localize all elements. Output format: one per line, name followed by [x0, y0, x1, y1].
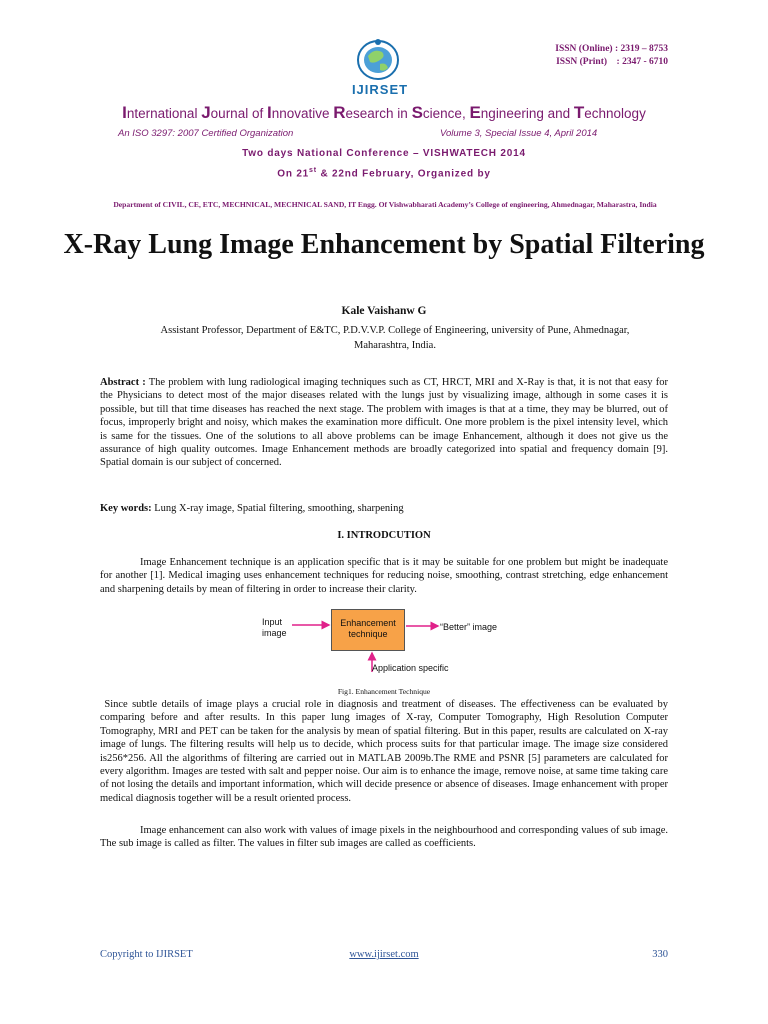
journal-title-initial: J: [201, 103, 211, 122]
section-heading: I. INTRODCUTION: [337, 530, 431, 541]
issn-online: ISSN (Online) : 2319 – 8753: [555, 44, 668, 54]
journal-title-word: ngineering and: [480, 106, 574, 121]
issn-print: ISSN (Print) : 2347 - 6710: [556, 57, 668, 67]
figure-application-label: Application specific: [372, 663, 449, 673]
organizing-department: Department of CIVIL, CE, ETC, MECHNICAL, MECHNICAL SAND, IT Engg. Of Vishwabharati Academy’s College of engineering, Ahmednagar, Maharastra, India: [113, 200, 657, 209]
journal-title-initial: I: [266, 103, 272, 122]
keywords-label: Key words:: [100, 503, 152, 514]
journal-title: [0, 103, 768, 123]
journal-title-initial: T: [573, 103, 585, 122]
conference-date: On 21st & 22nd February, Organized by: [277, 167, 491, 180]
journal-title-word: cience,: [422, 106, 470, 121]
journal-title-initial: E: [469, 103, 481, 122]
author-affiliation: Assistant Professor, Department of E&TC, P.D.V.V.P. College of Engineering, university of Pune, Ahmednagar, Maharashtra, India.: [160, 325, 630, 351]
journal-title-word: esearch in: [345, 106, 412, 121]
abstract: [100, 376, 668, 470]
journal-title-initial: I: [122, 103, 127, 122]
journal-title-word: ournal of: [210, 106, 267, 121]
intro-paragraph-2: Since subtle details of image plays a crucial role in diagnosis and treatment of diseases. The effectiveness can be evaluated by comparing before and after results. In this paper lung images of X-ray, Computer Tomography, High Resolution Computer Tomography, MRI and PET can be taken for the analysis by mean of spatial filtering. But in this paper, results are calculated on X-ray image of lungs. The filtering results will help us to decide, which process suits for that particular image. The image size considered is256*256. All the algorithms of filtering are carried out in MATLAB 2009b.The RME and PSNR [5] parameters are calculated for every algorithm. Images are tested with salt and pepper noise. Our aim is to enhance the image, remove noise, at same time taking care of not losing the details and important information, which will decide presence or absence of diseases. Image enhancement with proper medical diagnosis together will be a result oriented process.: [100, 699, 671, 804]
footer-copyright: Copyright to IJIRSET: [100, 949, 193, 960]
page-number: 330: [652, 949, 668, 960]
intro-paragraph-1: Image Enhancement technique is an application specific that is it may be suitable for one problem but might be inadequate for another [1]. Medical imaging uses enhancement techniques for reducing noise, smoothing, contrast stretching, edge enhancement and sharpening details by mean of filtering in order to increase their clarity.: [100, 557, 668, 595]
journal-title-initial: R: [333, 103, 346, 122]
journal-title-word: nternational: [126, 106, 202, 121]
footer-url-link[interactable]: www.ijirset.com: [349, 949, 419, 960]
journal-title-word: echnology: [584, 106, 646, 121]
journal-title-word: nnovative: [271, 106, 334, 121]
paper-title: X-Ray Lung Image Enhancement by Spatial Filtering: [63, 229, 705, 260]
figure-output-label: “Better” image: [440, 622, 498, 632]
intro-paragraph-3: Image enhancement can also work with values of image pixels in the neighbourhood and corresponding values of sub image. The sub image is called as filter. The values in filter sub images are called as coefficients.: [100, 825, 668, 850]
abstract-text: The problem with lung radiological imaging techniques such as CT, HRCT, MRI and X-Ray is that, it is not that easy for the Physicians to detect most of the major diseases related with the lungs just by visualizing image, although in some cases it is possible, but till that time diseases has reached the next stage. The problem with images is that at a time, they may be blurred, out of focus, improperly bright and noisy, which makes the examination more difficult. One more problem is the pixel intensity level, which is same for the tissues. One of the solutions to all above problems can be image Enhancement, although it does not give us the assurance of high quality outcomes. Image Enhancement methods are broadly categorized into spatial and frequency domain [9]. Spatial domain is our subject of concerned.: [100, 377, 668, 469]
figure-caption: Fig1. Enhancement Technique: [337, 687, 431, 696]
enhancement-technique-box: Enhancement technique: [331, 609, 405, 651]
figure-input-label: Input image: [262, 617, 287, 638]
iso-certification: An ISO 3297: 2007 Certified Organization: [118, 128, 294, 139]
abstract-label: Abstract :: [100, 377, 146, 388]
keywords-text: Lung X-ray image, Spatial filtering, smoothing, sharpening: [151, 503, 404, 514]
logo-text: IJIRSET: [351, 82, 409, 97]
keywords: [100, 502, 668, 515]
journal-title-initial: S: [411, 103, 423, 122]
conference-name: Two days National Conference – VISHWATECH 2014: [242, 148, 526, 159]
volume-issue: Volume 3, Special Issue 4, April 2014: [440, 128, 598, 139]
author-name: Kale Vaishanw G: [341, 305, 427, 317]
